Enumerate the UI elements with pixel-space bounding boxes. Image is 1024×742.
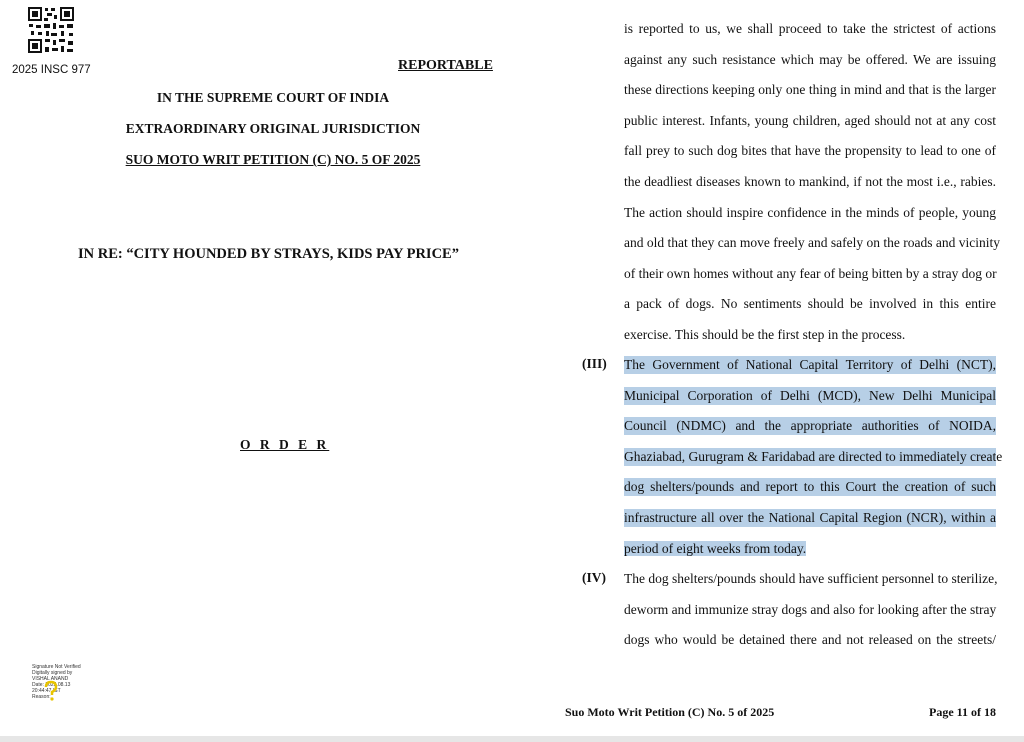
paragraph-number: (III)	[582, 356, 607, 371]
qr-code	[27, 6, 75, 54]
text-line: these directions keeping only one thing in mind and that is the larger	[624, 82, 996, 98]
signature-question-icon	[36, 680, 64, 702]
court-name: IN THE SUPREME COURT OF INDIA	[156, 90, 390, 105]
bottom-scrollbar-strip	[0, 736, 1024, 742]
neutral-citation: 2025 INSC 977	[12, 64, 91, 76]
text-line: a pack of dogs. No sentiments should be involved in this entire	[624, 296, 996, 312]
text-line: The action should inspire confidence in the minds of people, young	[624, 204, 996, 220]
signature-line: 20:44:47 IST	[32, 688, 61, 694]
highlighted-line: The Government of National Capital Territory of Delhi (NCT),	[624, 357, 996, 372]
page-number: Page 11 of 18	[929, 705, 996, 719]
text-line: of their own homes without any fear of being bitten by a stray dog or	[624, 265, 997, 281]
text-line: exercise. This should be the first step in the process.	[624, 327, 906, 342]
highlighted-last-line-wrap	[624, 540, 996, 558]
text-line: deworm and immunize stray dogs and also for looking after the stray	[624, 601, 997, 617]
text-line: the deadliest diseases known to mankind, if not the most i.e., rabies.	[624, 174, 996, 189]
highlighted-line: Municipal Corporation of Delhi (MCD), New Delhi Municipal	[624, 387, 996, 403]
text-line: and old that they can move freely and safely on the roads and vicinity	[624, 235, 1001, 251]
signature-line: Reason:	[32, 694, 51, 700]
reportable-label: REPORTABLE	[398, 58, 493, 73]
jurisdiction: EXTRAORDINARY ORIGINAL JURISDICTION	[125, 121, 421, 136]
order-heading: O R D E R	[240, 437, 330, 452]
highlighted-line: infrastructure all over the National Capital Region (NCR), within a	[624, 510, 996, 525]
footer-case-title: Suo Moto Writ Petition (C) No. 5 of 2025	[565, 705, 775, 719]
highlighted-line: Ghaziabad, Gurugram & Faridabad are directed to immediately create	[624, 448, 1003, 464]
text-line: public interest. Infants, young children, aged should not at any cost	[624, 112, 996, 128]
text-line: dogs who would be detained there and not released on the streets/	[624, 632, 996, 648]
text-line: fall prey to such dog bites that have the propensity to lead to one of	[624, 143, 996, 159]
paragraph-number: (IV)	[582, 570, 606, 585]
text-line: The dog shelters/pounds should have sufficient personnel to sterilize,	[624, 571, 998, 586]
petition-number: SUO MOTO WRIT PETITION (C) NO. 5 OF 2025	[125, 152, 421, 167]
signature-line: Date: 2025.08.13	[32, 682, 71, 688]
case-title: IN RE: “CITY HOUNDED BY STRAYS, KIDS PAY PRICE”	[78, 246, 459, 262]
text-line: against any such resistance which may be offered. We are issuing	[624, 51, 996, 67]
signature-line: Digitally signed by	[32, 670, 73, 676]
text-line: is reported to us, we shall proceed to take the strictest of actions	[624, 21, 996, 36]
highlighted-line: dog shelters/pounds and report to this Court the creation of such	[624, 479, 996, 495]
signature-line: Signature Not Verified	[32, 664, 81, 670]
signature-line: VISHAL ANAND	[32, 676, 69, 682]
highlighted-line: period of eight weeks from today.	[624, 540, 807, 556]
highlighted-line: Council (NDMC) and the appropriate authorities of NOIDA,	[624, 418, 996, 434]
